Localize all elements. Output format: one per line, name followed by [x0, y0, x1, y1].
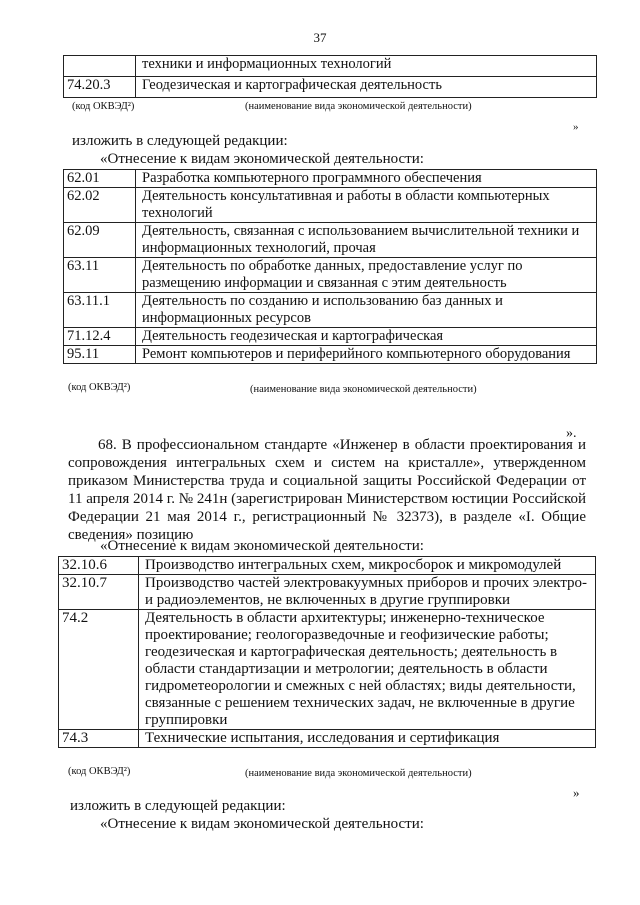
paragraph-68: 68. В профессиональном стандарте «Инженер в области проектирования и сопровождения интегральных схем и систем на кристалле», утвержденном приказом Министерства труда и социальной защиты Российской Федерации от 11 апреля 2014 г. № 241н (зарегистрирован Министерством юстиции Российской Федерации 21 мая 2014 г., регистрационный № 32373), в разделе «I. Общие сведения» позицию: [68, 437, 586, 543]
okved-code: 32.10.6: [59, 557, 139, 575]
closing-quote: »: [573, 121, 579, 133]
okved-name: Деятельность в области архитектуры; инженерно-техническое проектирование; геологоразведочные и геофизические работы; геодезическая и картографическая деятельность; деятельность в области стандартизации и метрологии; деятельность в области гидрометеорологии и смежных с ней областях; виды деятельности, связанные с решением технических задач, не включенные в другие группировки: [139, 610, 596, 730]
table-row: [64, 293, 597, 328]
table-row: [64, 223, 597, 258]
closing-quote: »: [573, 785, 580, 800]
okved-code: 74.20.3: [64, 77, 136, 98]
okved-name: Деятельность по обработке данных, предоставление услуг по размещению информации и связанная с этим деятельность: [136, 258, 597, 293]
okved-name: Деятельность консультативная и работы в области компьютерных технологий: [136, 188, 597, 223]
okved-code: 62.02: [64, 188, 136, 223]
okved-name: Геодезическая и картографическая деятельность: [136, 77, 597, 98]
okved-code: 71.12.4: [64, 328, 136, 346]
okved-name: Технические испытания, исследования и сертификация: [139, 730, 596, 748]
okved-code: 63.11.1: [64, 293, 136, 328]
table-row: [64, 77, 597, 98]
table-row: [59, 557, 596, 575]
okved-table-old-2: [58, 556, 596, 748]
caption-code: (код ОКВЭД²): [68, 382, 131, 393]
table-row: [64, 188, 597, 223]
okved-name: Производство частей электровакуумных приборов и прочих электро- и радиоэлементов, не включенных в другие группировки: [139, 575, 596, 610]
okved-code: 74.3: [59, 730, 139, 748]
caption-name: (наименование вида экономической деятельности): [245, 768, 472, 779]
table-row: [64, 258, 597, 293]
okved-name: техники и информационных технологий: [136, 56, 597, 77]
table-row: [64, 328, 597, 346]
okved-code: 62.09: [64, 223, 136, 258]
okved-name: Производство интегральных схем, микросборок и микромодулей: [139, 557, 596, 575]
okved-name: Ремонт компьютеров и периферийного компьютерного оборудования: [136, 346, 597, 364]
okved-name: Деятельность по созданию и использованию баз данных и информационных ресурсов: [136, 293, 597, 328]
okved-code: 63.11: [64, 258, 136, 293]
okved-code: 74.2: [59, 610, 139, 730]
okved-name: Деятельность, связанная с использованием вычислительной техники и информационных технологий, прочая: [136, 223, 597, 258]
okved-table-new-1: [63, 169, 597, 364]
section-heading: «Отнесение к видам экономической деятельности:: [100, 538, 424, 554]
okved-table-old-1: [63, 55, 597, 98]
okved-code: 32.10.7: [59, 575, 139, 610]
table-row: [64, 170, 597, 188]
table-row: [59, 730, 596, 748]
okved-name: Деятельность геодезическая и картографическая: [136, 328, 597, 346]
okved-code: 62.01: [64, 170, 136, 188]
caption-name: (наименование вида экономической деятельности): [245, 101, 472, 112]
instruction-text: изложить в следующей редакции:: [72, 133, 288, 149]
okved-name: Разработка компьютерного программного обеспечения: [136, 170, 597, 188]
table-row: [59, 610, 596, 730]
section-heading: «Отнесение к видам экономической деятельности:: [100, 151, 424, 167]
caption-name: (наименование вида экономической деятельности): [250, 384, 477, 395]
closing-quote: ».: [566, 426, 577, 441]
table-row: [64, 346, 597, 364]
table-row: [64, 56, 597, 77]
caption-code: (код ОКВЭД²): [72, 101, 135, 112]
caption-code: (код ОКВЭД²): [68, 766, 131, 777]
table-row: [59, 575, 596, 610]
okved-code: 95.11: [64, 346, 136, 364]
section-heading: «Отнесение к видам экономической деятельности:: [100, 816, 424, 832]
page-number: 37: [313, 30, 327, 45]
instruction-text: изложить в следующей редакции:: [70, 798, 286, 814]
okved-code: [64, 56, 136, 77]
